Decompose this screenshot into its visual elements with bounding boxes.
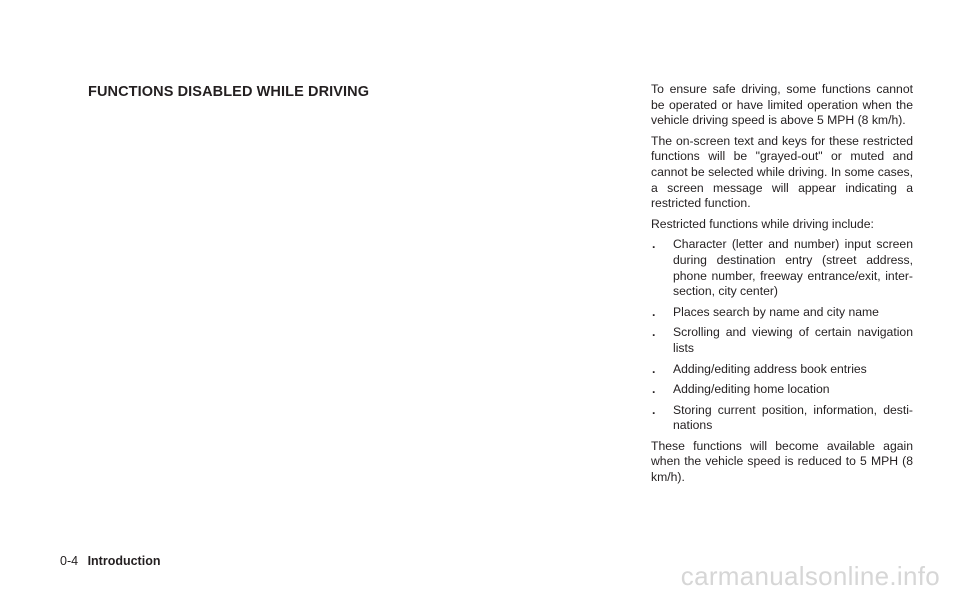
site-watermark: carmanualsonline.info: [680, 561, 940, 591]
footer-section-name: Introduction: [87, 554, 161, 568]
restricted-list-intro: Restricted functions while driving include:: [651, 216, 874, 231]
page-number: 0-4: [60, 554, 79, 568]
bullet-icon: .: [652, 402, 656, 417]
grayed-out-paragraph: The on-screen text and keys for these restricted functions will be "grayed-out" or muted and cannot be selected while driving. In some cases, a screen message will appear indicating a restricted function.: [651, 133, 913, 211]
restricted-functions-list: [651, 237, 913, 434]
list-item: [651, 382, 913, 398]
body-text-column: [651, 82, 913, 491]
list-item-text: Adding/editing home location: [673, 382, 830, 397]
list-item: [651, 237, 913, 299]
list-item-text: Character (letter and number) input screen during destination entry (street address, phone number, freeway entrance/exit, inter-section, city center): [673, 237, 913, 299]
bullet-icon: .: [652, 361, 656, 376]
list-item-text: Storing current position, information, desti-nations: [673, 402, 913, 433]
availability-paragraph: These functions will become available again when the vehicle speed is reduced to 5 MPH (8 km/h).: [651, 438, 913, 485]
page-footer: [60, 554, 160, 568]
bullet-icon: .: [652, 382, 656, 397]
list-item-text: Places search by name and city name: [673, 304, 879, 319]
bullet-icon: .: [652, 237, 656, 252]
intro-paragraph: To ensure safe driving, some functions cannot be operated or have limited operation when the vehicle driving speed is above 5 MPH (8 km/h).: [651, 82, 913, 128]
list-item-text: Scrolling and viewing of certain navigation lists: [673, 325, 913, 355]
list-item: [651, 403, 913, 434]
bullet-icon: .: [652, 325, 656, 340]
section-heading: FUNCTIONS DISABLED WHILE DRIVING: [88, 84, 370, 100]
list-item: [651, 362, 913, 378]
list-item: [651, 305, 913, 321]
list-item-text: Adding/editing address book entries: [673, 361, 867, 376]
bullet-icon: .: [652, 304, 656, 319]
list-item: [651, 325, 913, 356]
